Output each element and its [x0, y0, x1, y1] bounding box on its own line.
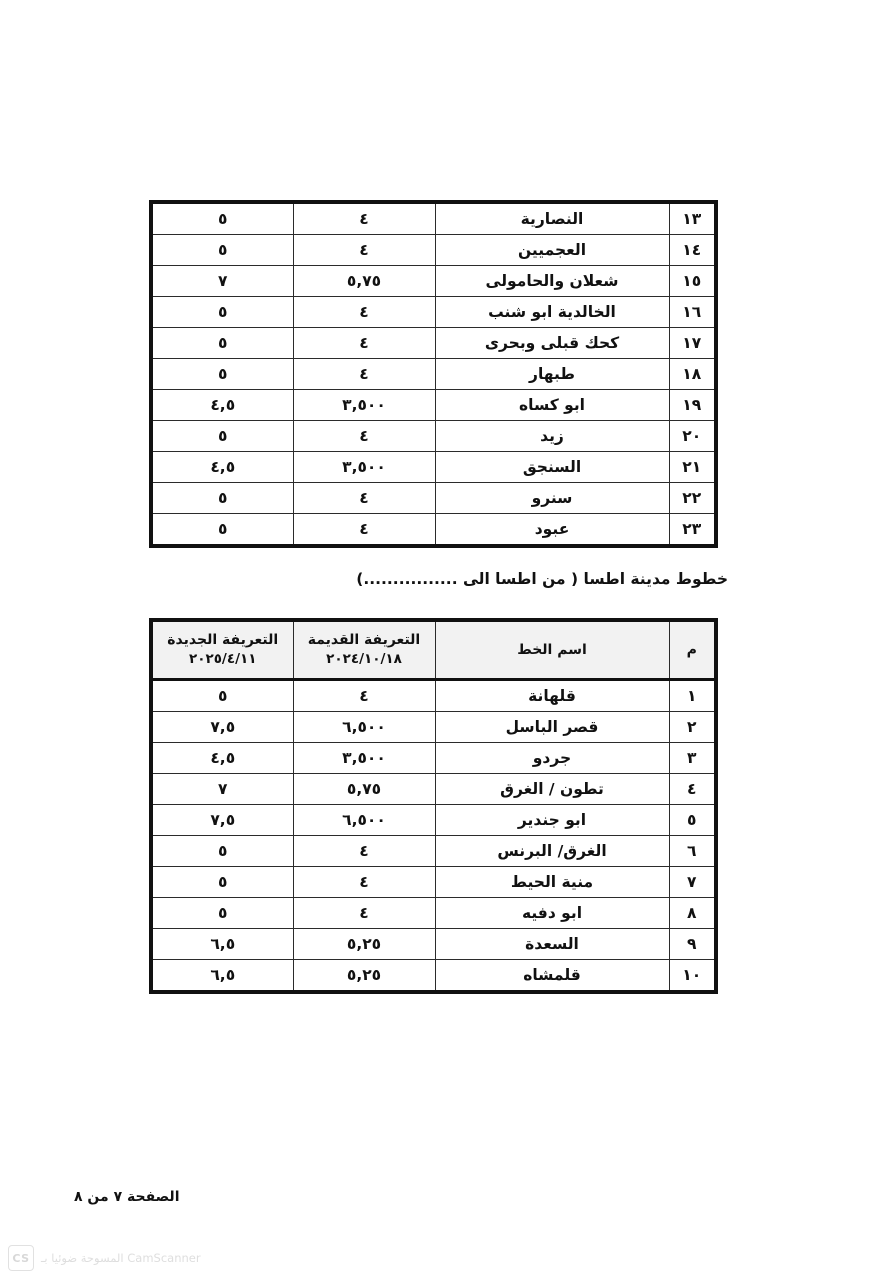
cell-row-number: ١٨ [669, 359, 716, 390]
cell-row-number: ٨ [669, 898, 716, 929]
cell-old-tariff: ٤ [293, 235, 435, 266]
cell-row-number: ١٦ [669, 297, 716, 328]
cell-line-name: زيد [435, 421, 669, 452]
tariff-table-atsa-header [151, 620, 716, 680]
cell-row-number: ١٥ [669, 266, 716, 297]
cell-old-tariff: ٤ [293, 297, 435, 328]
table-row [151, 680, 716, 712]
tariff-table-continuation-body [151, 202, 716, 546]
cell-line-name: قصر الباسل [435, 712, 669, 743]
cell-new-tariff: ٤,٥ [151, 452, 293, 483]
cell-new-tariff: ٥ [151, 483, 293, 514]
header-new-tariff-date: ٢٠٢٥/٤/١١ [188, 651, 257, 668]
cell-new-tariff: ٧,٥ [151, 805, 293, 836]
cell-old-tariff: ٤ [293, 328, 435, 359]
cell-new-tariff: ٥ [151, 680, 293, 712]
cell-row-number: ١٤ [669, 235, 716, 266]
cell-row-number: ٢ [669, 712, 716, 743]
cell-row-number: ١٣ [669, 202, 716, 235]
cell-line-name: السعدة [435, 929, 669, 960]
cell-new-tariff: ٥ [151, 898, 293, 929]
header-cell-line-name: اسم الخط [435, 620, 669, 680]
table-row [151, 235, 716, 266]
cell-new-tariff: ٦,٥ [151, 929, 293, 960]
cell-new-tariff: ٦,٥ [151, 960, 293, 993]
cell-row-number: ١٧ [669, 328, 716, 359]
table-row [151, 359, 716, 390]
cell-new-tariff: ٧ [151, 266, 293, 297]
cell-line-name: الخالدية ابو شنب [435, 297, 669, 328]
cell-row-number: ٢١ [669, 452, 716, 483]
cell-old-tariff: ٣,٥٠٠ [293, 390, 435, 421]
cell-line-name: كحك قبلى وبحرى [435, 328, 669, 359]
cell-line-name: ابو جندير [435, 805, 669, 836]
cell-row-number: ١٩ [669, 390, 716, 421]
header-cell-number: م [669, 620, 716, 680]
cell-new-tariff: ٥ [151, 297, 293, 328]
cell-new-tariff: ٧ [151, 774, 293, 805]
header-cell-old-tariff [293, 620, 435, 680]
cell-new-tariff: ٥ [151, 235, 293, 266]
table-row [151, 867, 716, 898]
cell-old-tariff: ٤ [293, 359, 435, 390]
cell-row-number: ٦ [669, 836, 716, 867]
camscanner-logo-icon: CS [8, 1245, 34, 1271]
camscanner-watermark [8, 1245, 201, 1271]
cell-old-tariff: ٣,٥٠٠ [293, 743, 435, 774]
table-row [151, 297, 716, 328]
table-row [151, 743, 716, 774]
table-row [151, 929, 716, 960]
cell-old-tariff: ٤ [293, 680, 435, 712]
cell-row-number: ١ [669, 680, 716, 712]
tariff-table-continuation [149, 200, 718, 548]
cell-line-name: قلمشاه [435, 960, 669, 993]
cell-row-number: ٢٢ [669, 483, 716, 514]
table-row [151, 202, 716, 235]
header-old-tariff-date: ٢٠٢٤/١٠/١٨ [326, 651, 402, 668]
camscanner-watermark-text: المسوحة ضوئيا بـ CamScanner [41, 1251, 201, 1265]
cell-row-number: ٤ [669, 774, 716, 805]
cell-old-tariff: ٦,٥٠٠ [293, 712, 435, 743]
cell-old-tariff: ٤ [293, 483, 435, 514]
cell-old-tariff: ٦,٥٠٠ [293, 805, 435, 836]
table-header-row [151, 620, 716, 680]
table-row [151, 421, 716, 452]
cell-line-name: ابو كساه [435, 390, 669, 421]
cell-old-tariff: ٤ [293, 898, 435, 929]
table-row [151, 390, 716, 421]
page-number-text: الصفحة ٧ من ٨ [74, 1189, 180, 1205]
table-row [151, 452, 716, 483]
tariff-table-atsa-body [151, 680, 716, 993]
tariff-table-atsa [149, 618, 718, 994]
cell-new-tariff: ٥ [151, 867, 293, 898]
cell-row-number: ٣ [669, 743, 716, 774]
cell-row-number: ١٠ [669, 960, 716, 993]
table-row [151, 328, 716, 359]
cell-row-number: ٧ [669, 867, 716, 898]
table-row [151, 774, 716, 805]
cell-line-name: جردو [435, 743, 669, 774]
table-row [151, 266, 716, 297]
cell-line-name: السنجق [435, 452, 669, 483]
cell-old-tariff: ٥,٧٥ [293, 266, 435, 297]
cell-old-tariff: ٤ [293, 202, 435, 235]
cell-old-tariff: ٥,٢٥ [293, 929, 435, 960]
table-row [151, 898, 716, 929]
table-row [151, 712, 716, 743]
table-row [151, 514, 716, 547]
page-footer [74, 1189, 881, 1205]
cell-line-name: الغرق/ البرنس [435, 836, 669, 867]
cell-line-name: العجميين [435, 235, 669, 266]
cell-line-name: قلهانة [435, 680, 669, 712]
cell-old-tariff: ٤ [293, 867, 435, 898]
cell-line-name: طبهار [435, 359, 669, 390]
cell-row-number: ٩ [669, 929, 716, 960]
cell-new-tariff: ٥ [151, 202, 293, 235]
cell-new-tariff: ٥ [151, 836, 293, 867]
cell-new-tariff: ٥ [151, 359, 293, 390]
cell-new-tariff: ٤,٥ [151, 743, 293, 774]
section-caption: خطوط مدينة اطسا ( من اطسا الى ................) [356, 570, 728, 588]
cell-line-name: تطون / الغرق [435, 774, 669, 805]
cell-old-tariff: ٤ [293, 514, 435, 547]
table-row [151, 836, 716, 867]
cell-line-name: شعلان والحامولى [435, 266, 669, 297]
cell-old-tariff: ٥,٢٥ [293, 960, 435, 993]
header-old-tariff-title: التعريفة القديمة [307, 632, 421, 649]
cell-new-tariff: ٧,٥ [151, 712, 293, 743]
cell-old-tariff: ٥,٧٥ [293, 774, 435, 805]
table-row [151, 805, 716, 836]
cell-row-number: ٥ [669, 805, 716, 836]
header-cell-new-tariff [151, 620, 293, 680]
table-row [151, 483, 716, 514]
cell-line-name: سنرو [435, 483, 669, 514]
cell-new-tariff: ٥ [151, 421, 293, 452]
cell-old-tariff: ٣,٥٠٠ [293, 452, 435, 483]
cell-row-number: ٢٠ [669, 421, 716, 452]
header-new-tariff-title: التعريفة الجديدة [167, 632, 279, 649]
cell-new-tariff: ٤,٥ [151, 390, 293, 421]
cell-row-number: ٢٣ [669, 514, 716, 547]
cell-line-name: النصارية [435, 202, 669, 235]
cell-line-name: منية الحيط [435, 867, 669, 898]
cell-new-tariff: ٥ [151, 328, 293, 359]
cell-old-tariff: ٤ [293, 421, 435, 452]
cell-old-tariff: ٤ [293, 836, 435, 867]
cell-line-name: عبود [435, 514, 669, 547]
cell-line-name: ابو دفيه [435, 898, 669, 929]
table-row [151, 960, 716, 993]
cell-new-tariff: ٥ [151, 514, 293, 547]
